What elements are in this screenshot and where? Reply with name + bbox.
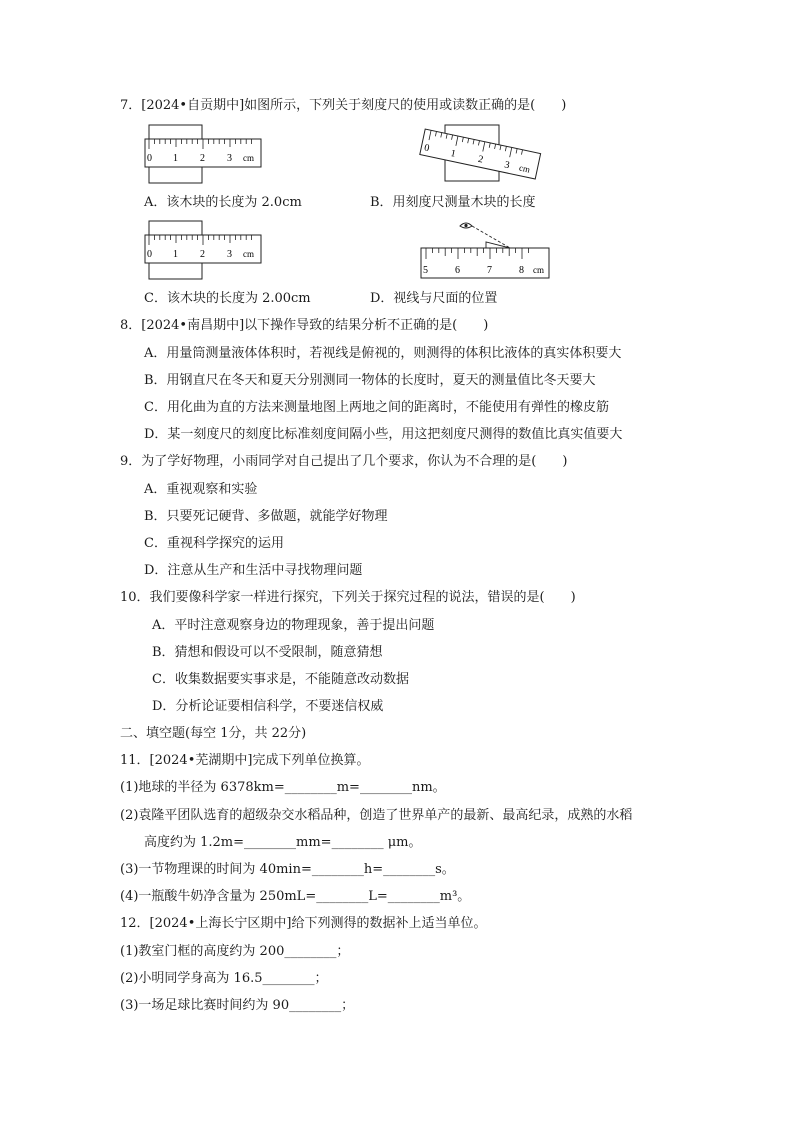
figure-c bbox=[144, 220, 264, 282]
q10-option-a: A．平时注意观察身边的物理现象，善于提出问题 bbox=[152, 618, 435, 633]
ruler-d-label-7: 7 bbox=[487, 265, 492, 276]
ruler-c-label-0: 0 bbox=[147, 249, 152, 260]
q12-part-2: (2)小明同学身高为 16.5________； bbox=[120, 971, 328, 986]
q10-stem: 10．我们要像科学家一样进行探究，下列关于探究过程的说法，错误的是( ) bbox=[120, 590, 576, 605]
q12-part-3: (3)一场足球比赛时间约为 90________； bbox=[120, 998, 355, 1013]
figure-b bbox=[415, 123, 550, 188]
q10-option-d: D．分析论证要相信科学，不要迷信权威 bbox=[152, 699, 384, 714]
ruler-d-label-5: 5 bbox=[423, 265, 428, 276]
q9-stem: 9．为了学好物理，小雨同学对自己提出了几个要求，你认为不合理的是( ) bbox=[120, 454, 568, 469]
figure-a bbox=[144, 124, 264, 186]
q9-option-b: B．只要死记硬背、多做题，就能学好物理 bbox=[144, 509, 388, 524]
eye-icon bbox=[460, 223, 472, 228]
q9-option-a: A．重视观察和实验 bbox=[144, 482, 258, 497]
ruler-c-label-2: 2 bbox=[200, 249, 205, 260]
object-edge bbox=[486, 242, 510, 248]
q7-option-b: B．用刻度尺测量木块的长度 bbox=[370, 195, 536, 210]
q12-part-1: (1)教室门框的高度约为 200________； bbox=[120, 944, 350, 959]
q11-part-2-line-1: (2)袁隆平团队选育的超级杂交水稻品种，创造了世界单产的最新、最高纪录，成熟的水稻 bbox=[120, 808, 633, 823]
q9-option-d: D．注意从生产和生活中寻找物理问题 bbox=[144, 563, 363, 578]
q7-option-a: A．该木块的长度为 2.0cm bbox=[144, 195, 302, 210]
q9-option-c: C．重视科学探究的运用 bbox=[144, 536, 284, 551]
q8-option-a: A．用量筒测量液体体积时，若视线是俯视的，则测得的体积比液体的真实体积要大 bbox=[144, 346, 622, 361]
ruler-c-label-3: 3 bbox=[227, 249, 232, 260]
figure-d bbox=[418, 216, 553, 282]
ruler-b-label-0: 0 bbox=[423, 142, 431, 155]
q8-option-c: C．用化曲为直的方法来测量地图上两地之间的距离时，不能使用有弹性的橡皮筋 bbox=[144, 400, 609, 415]
section-heading-fill-in: 二、填空题(每空 1分，共 22分) bbox=[120, 726, 307, 741]
ruler-d-label-6: 6 bbox=[455, 265, 460, 276]
ruler-c-label-1: 1 bbox=[173, 249, 178, 260]
ruler-b-unit: cm bbox=[518, 162, 532, 175]
q10-option-c: C．收集数据要实事求是，不能随意改动数据 bbox=[152, 672, 409, 687]
ruler-a-unit: cm bbox=[243, 153, 254, 163]
q11-part-1: (1)地球的半径为 6378km=________m=________nm。 bbox=[120, 780, 446, 795]
q12-stem: 12．[2024•上海长宁区期中]给下列测得的数据补上适当单位。 bbox=[120, 916, 487, 931]
ruler-a-label-2: 2 bbox=[200, 153, 205, 164]
ruler-a-label-3: 3 bbox=[227, 153, 232, 164]
q10-option-b: B．猜想和假设可以不受限制，随意猜想 bbox=[152, 645, 383, 660]
q8-stem: 8．[2024•南昌期中]以下操作导致的结果分析不正确的是( ) bbox=[120, 318, 489, 333]
q7-stem: 7．[2024•自贡期中]如图所示，下列关于刻度尺的使用或读数正确的是( ) bbox=[120, 98, 567, 113]
q11-part-2-line-2: 高度约为 1.2m=________mm=________ μm。 bbox=[144, 835, 422, 850]
q8-option-d: D．某一刻度尺的刻度比标准刻度间隔小些，用这把刻度尺测得的数值比真实值要大 bbox=[144, 427, 623, 442]
ruler-d-unit: cm bbox=[533, 265, 544, 275]
ruler-c-unit: cm bbox=[243, 249, 254, 259]
ruler-a-label-1: 1 bbox=[173, 153, 178, 164]
q11-stem: 11．[2024•芜湖期中]完成下列单位换算。 bbox=[120, 753, 370, 768]
q8-option-b: B．用钢直尺在冬天和夏天分别测同一物体的长度时，夏天的测量值比冬天要大 bbox=[144, 373, 596, 388]
q11-part-3: (3)一节物理课的时间为 40min=________h=________s。 bbox=[120, 862, 455, 877]
q7-option-d: D．视线与尺面的位置 bbox=[370, 291, 498, 306]
ruler-d-label-8: 8 bbox=[519, 265, 524, 276]
ruler-b-label-2: 2 bbox=[476, 153, 485, 166]
q7-option-c: C．该木块的长度为 2.00cm bbox=[144, 291, 311, 306]
ruler-b-label-3: 3 bbox=[503, 159, 511, 172]
ruler-a-label-0: 0 bbox=[147, 153, 152, 164]
q11-part-4: (4)一瓶酸牛奶净含量为 250mL=________L=________m³。 bbox=[120, 889, 471, 904]
ruler-b-label-1: 1 bbox=[449, 147, 457, 160]
